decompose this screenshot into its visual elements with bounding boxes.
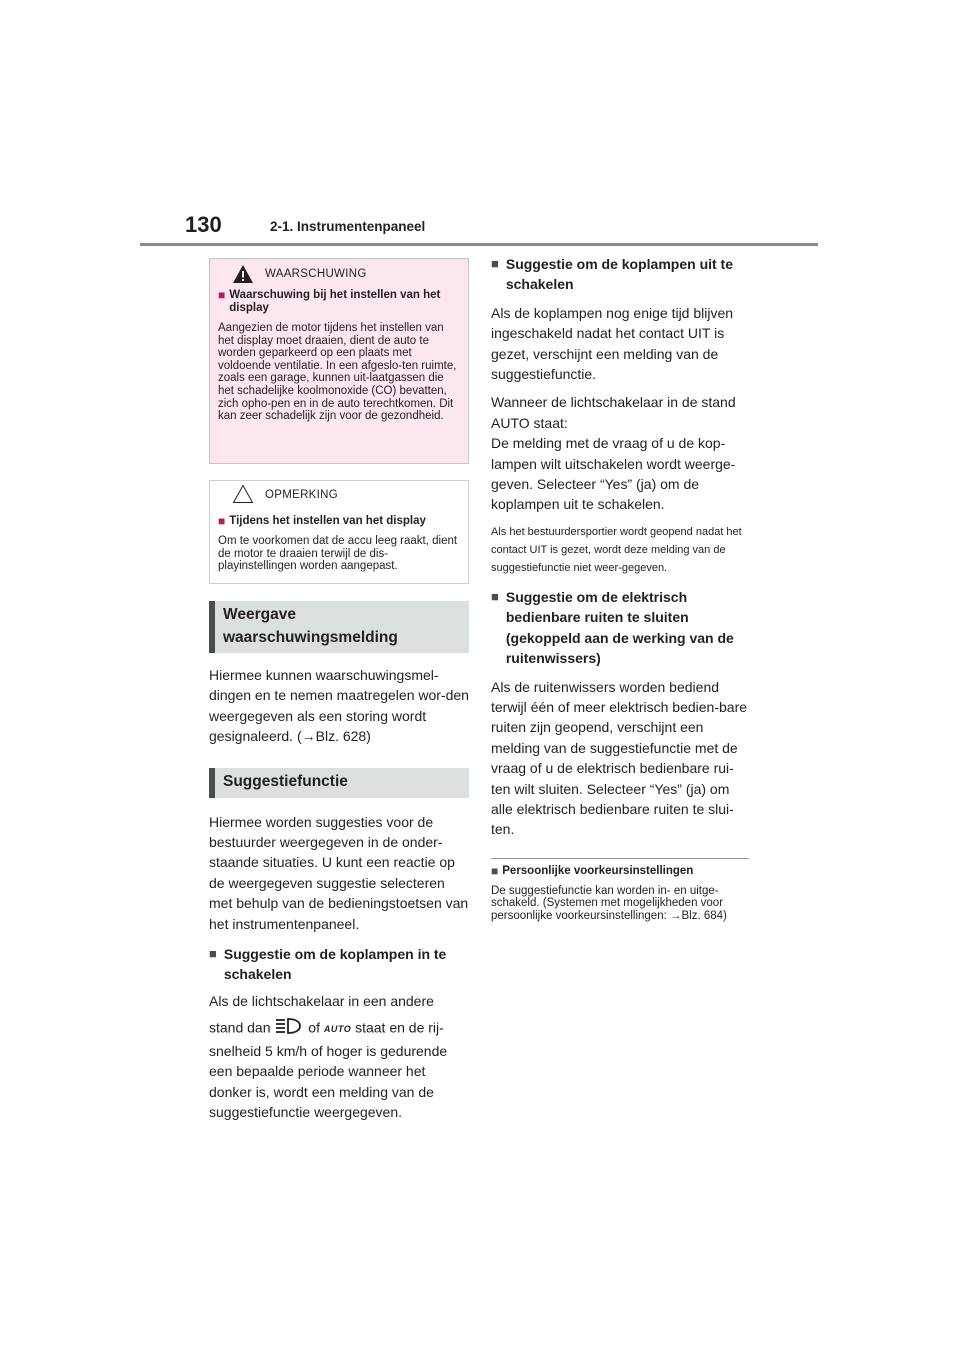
- warning-heading: [218, 289, 460, 315]
- personal-settings-heading: [491, 865, 749, 878]
- lights-off-text-1: Als de koplampen nog enige tijd blijven ingeschakeld nadat het contact UIT is gezet, verschijnt een melding van de suggestiefunctie.: [491, 304, 734, 383]
- square-bullet-icon: ■: [218, 288, 226, 302]
- page-number: 130: [185, 212, 222, 237]
- note-text: Om te voorkomen dat de accu leeg raakt, dient de motor te draaien terwijl de dis-playinstellingen worden aangepast.: [218, 535, 458, 573]
- square-bullet-icon: ■: [491, 588, 499, 604]
- lights-off-text-3: De melding met de vraag of u de kop-lampen wilt uitschakelen wordt weerge-geven. Selecteer “Yes” (ja) om de koplampen uit te schakelen.: [491, 435, 736, 513]
- note-label: OPMERKING: [265, 489, 338, 501]
- note-box-header: [218, 481, 460, 515]
- windows-heading: [491, 587, 749, 669]
- section-heading-line-1: Weergave: [223, 606, 296, 623]
- warning-triangle-icon: [232, 264, 254, 289]
- lights-on-text-2: [209, 1017, 469, 1122]
- lights-on-text-2b: of: [308, 1019, 320, 1036]
- headlight-icon: [274, 1017, 304, 1040]
- suggestion-intro: Hiermee worden suggesties voor de bestuurder weergegeven in de onder-staande situaties. U kunt een reactie op de weergegeven suggestie selecteren met behulp van de bedieningstoetsen van het instrumentenpaneel.: [209, 813, 469, 932]
- warning-text: Aangezien de motor tijdens het instellen van het display moet draaien, dient de auto te worden geparkeerd op een plaats met voldoende ventilatie. In een afgeslo-ten ruimte, zoals een garage, kunnen uit-laatgassen die het schadelijke koolmonoxide (CO) bevatten, zich opho-pen en in de auto terechtkomen. Dit kan zeer schadelijk zijn voor de gezondheid.: [218, 322, 457, 423]
- windows-heading-text: Suggestie om de elektrisch bedienbare ruiten te sluiten (gekoppeld aan de werking van de ruitenwissers): [505, 588, 734, 667]
- left-column: [209, 258, 469, 1122]
- section-title: 2-1. Instrumentenpaneel: [270, 219, 426, 234]
- section-heading-warning-display: [209, 601, 469, 653]
- warning-heading-text: Waarschuwing bij het instellen van het display: [229, 289, 441, 314]
- square-bullet-icon: ■: [491, 256, 499, 271]
- paragraph-text: Hiermee kunnen waarschuwingsmel-dingen en te nemen maatregelen wor-den weergegeven als een storing wordt gesignaleerd. (: [209, 667, 469, 745]
- warning-box-header: [218, 259, 460, 289]
- personal-settings-heading-text: Persoonlijke voorkeursinstellingen: [502, 864, 694, 877]
- page-reference-link[interactable]: →Blz. 628: [301, 728, 367, 745]
- lights-off-fine-print: Als het bestuurdersportier wordt geopend nadat het contact UIT is gezet, wordt deze melding van de suggestiefunctie niet weer-gegeven.: [491, 525, 742, 574]
- square-bullet-icon: ■: [218, 514, 226, 528]
- warning-box: [209, 258, 469, 464]
- auto-icon: AUTO: [323, 1023, 352, 1034]
- lights-on-text-2c: staat en de rij-snelheid 5 km/h of hoger is gedurende een bepaalde periode wanneer het donker is, wordt een melding van de suggestiefunctie weergegeven.: [209, 1019, 448, 1120]
- lights-on-heading: [209, 944, 469, 985]
- note-heading-text: Tijdens het instellen van het display: [229, 515, 426, 527]
- right-column: [491, 254, 749, 922]
- warning-display-paragraph: [209, 665, 469, 747]
- square-bullet-icon: ■: [209, 946, 217, 962]
- lights-on-heading-text: Suggestie om de koplampen in te schakelen: [223, 946, 447, 983]
- caution-triangle-icon: [232, 484, 254, 509]
- lights-off-heading: [491, 254, 749, 295]
- header-rule: [140, 243, 818, 246]
- section-heading-line-2: waarschuwingsmelding: [223, 629, 398, 646]
- lights-on-text-1: Als de lichtschakelaar in een andere: [209, 992, 434, 1009]
- lights-off-text-2: Wanneer de lichtschakelaar in de stand AUTO staat:: [491, 394, 736, 431]
- square-bullet-icon: ■: [491, 863, 499, 878]
- paragraph-text-end: ): [366, 728, 371, 745]
- lights-on-text-2a: stand dan: [209, 1019, 271, 1036]
- personal-settings-text: De suggestiefunctie kan worden in- en uitge-schakeld. (Systemen met mogelijkheden voor persoonlijke voorkeursinstellingen: →Blz. 684): [491, 884, 727, 922]
- footnote-divider: [491, 858, 749, 859]
- lights-off-heading-text: Suggestie om de koplampen uit te schakelen: [505, 256, 734, 293]
- windows-text: Als de ruitenwissers worden bediend terwijl één of meer elektrisch bedien-bare ruiten zijn geopend, verschijnt een melding van de suggestiefunctie met de vraag of u de elektrisch bedienbare rui-ten wilt sluiten. Selecteer “Yes” (ja) om alle elektrisch bedienbare ruiten te slui-ten.: [491, 678, 748, 838]
- section-heading-suggestion: Suggestiefunctie: [209, 768, 469, 798]
- note-heading: [218, 515, 460, 528]
- warning-label: WAARSCHUWING: [265, 268, 367, 280]
- note-box: [209, 480, 469, 584]
